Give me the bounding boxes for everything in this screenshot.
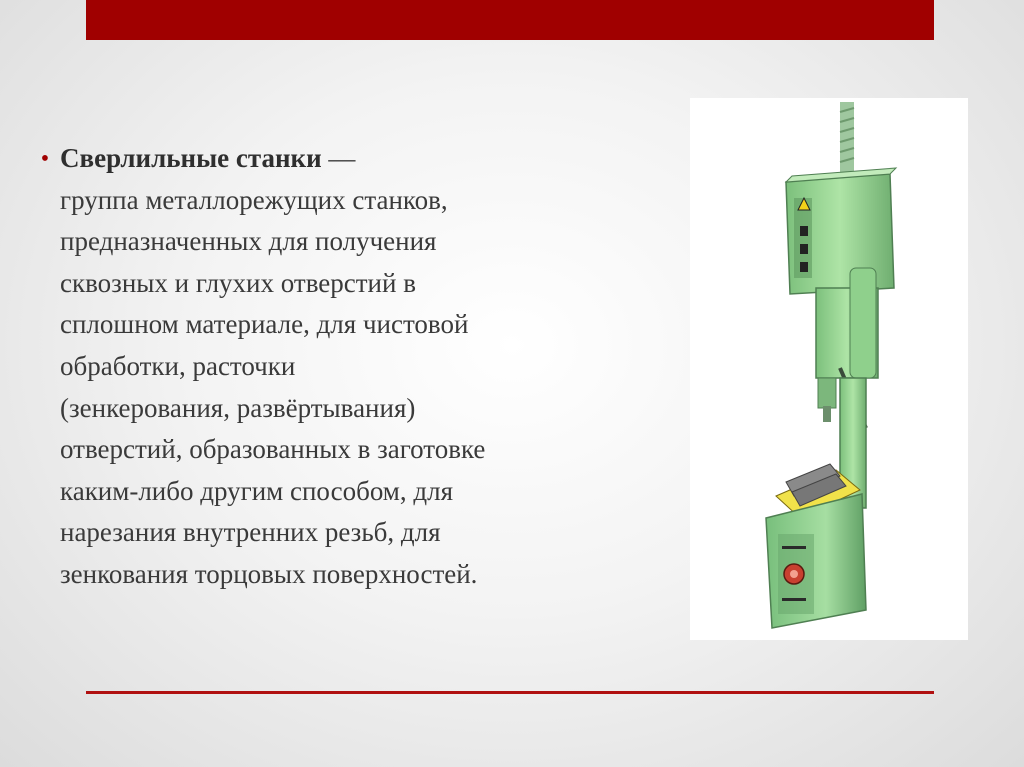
definition-line: сквозных и глухих отверстий в [60,267,416,298]
bullet-icon: • [40,146,50,172]
definition-line: нарезания внутренних резьб, для [60,517,441,548]
drill-press-photo [690,98,968,640]
term-dash: — [321,143,356,173]
top-screw [840,102,854,180]
top-accent-bar [86,0,934,40]
bullet-item [30,138,630,596]
definition-line: отверстий, образованных в заготовке [60,434,486,465]
term-heading: Сверлильные станки [60,143,322,173]
definition-line: группа металлорежущих станков, [60,184,448,215]
definition-line: предназначенных для получения [60,226,437,257]
definition-line: зенкования торцовых поверхностей. [60,558,478,589]
definition-line: сплошном материале, для чистовой [60,309,469,340]
bottom-rule [86,691,934,694]
base-cabinet [766,494,866,628]
head-housing [786,168,896,294]
definition-line: (зенкерования, развёртывания) [60,392,416,423]
definition-line: обработки, расточки [60,350,296,381]
definition-text [60,138,620,596]
definition-line: каким-либо другим способом, для [60,475,454,506]
